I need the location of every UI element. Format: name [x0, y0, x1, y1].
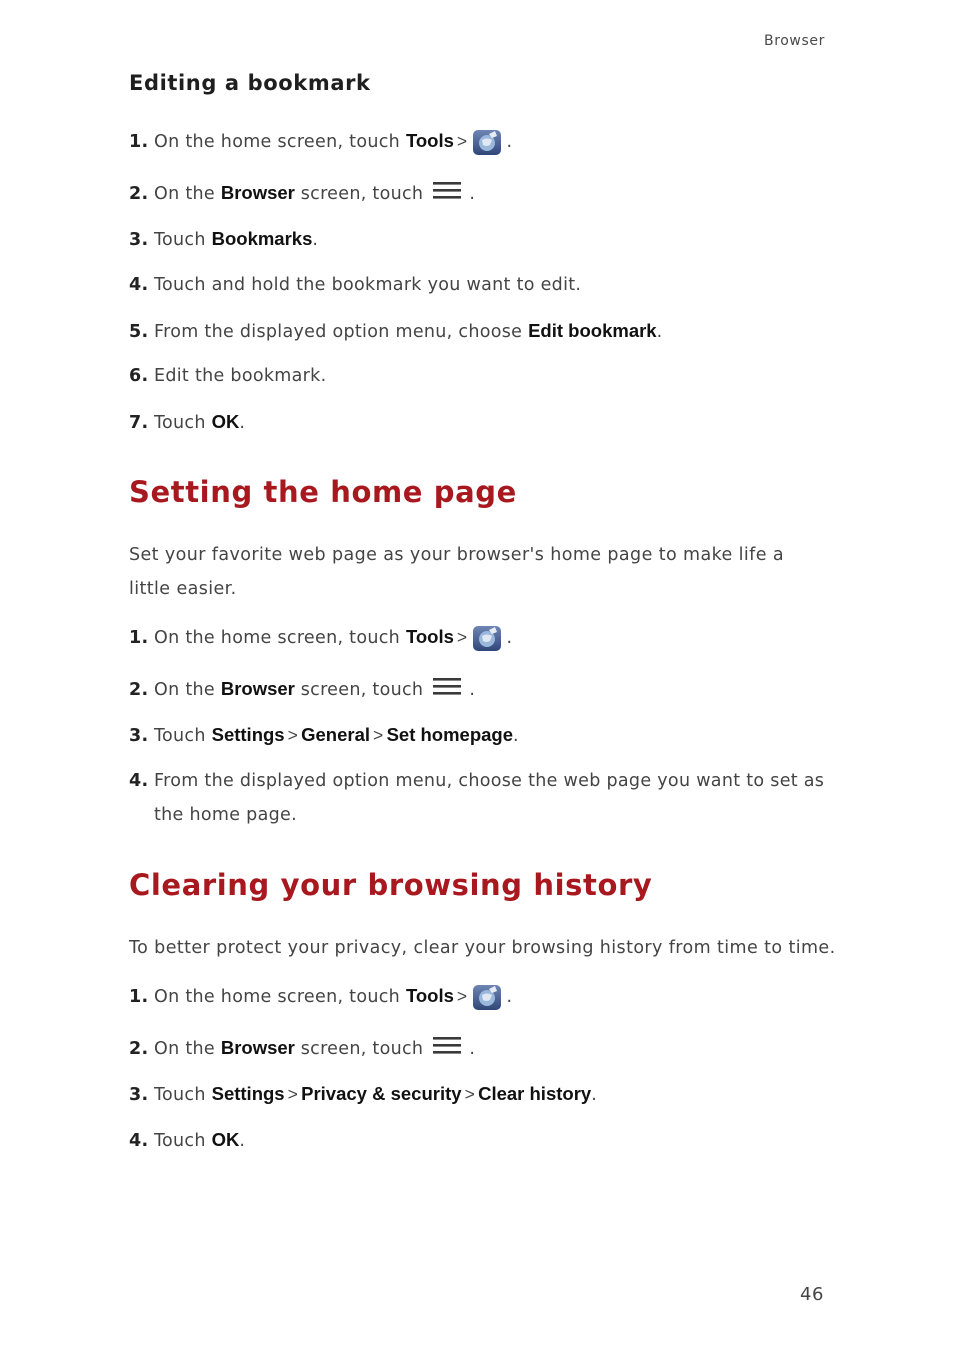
step-number: 2.: [129, 183, 149, 204]
browser-label: Browser: [220, 182, 295, 203]
menu-icon: [433, 1035, 461, 1055]
step-number: 3.: [129, 725, 149, 746]
step-number: 3.: [129, 1084, 149, 1105]
list-item: 1. On the home screen, touch Tools > .: [129, 124, 829, 159]
list-item: 2. On the Browser screen, touch .: [129, 672, 829, 707]
tools-app-icon: [472, 983, 502, 1011]
menu-icon: [433, 180, 461, 200]
page-header-chapter: Browser: [764, 33, 825, 49]
menu-icon: [433, 676, 461, 696]
intro-paragraph: Set your favorite web page as your browser's home page to make life a little easier.: [129, 545, 784, 599]
subheading-editing-bookmark: Editing a bookmark: [129, 71, 371, 95]
list-item: 3. Touch Settings > General > Set homepage.: [129, 718, 829, 753]
list-item: 4. Touch OK.: [129, 1123, 829, 1158]
tools-app-icon: [472, 624, 502, 652]
tools-app-icon: [472, 128, 502, 156]
intro-paragraph: To better protect your privacy, clear your browsing history from time to time.: [129, 938, 836, 958]
section-title-clearing-history: Clearing your browsing history: [129, 868, 653, 902]
list-item: 2. On the Browser screen, touch .: [129, 1031, 829, 1066]
step-number: 4.: [129, 771, 149, 791]
step-number: 7.: [129, 412, 149, 433]
step-number: 2.: [129, 679, 149, 700]
section-title-home-page: Setting the home page: [129, 475, 517, 509]
step-number: 4.: [129, 1130, 149, 1151]
list-item: 6. Edit the bookmark.: [129, 359, 829, 393]
step-number: 5.: [129, 321, 149, 342]
step-number: 2.: [129, 1038, 149, 1059]
step-number: 3.: [129, 229, 149, 250]
list-item: 3. Touch Settings > Privacy & security > Clear history.: [129, 1077, 829, 1112]
list-item: 1. On the home screen, touch Tools > .: [129, 620, 829, 655]
step-number: 1.: [129, 986, 149, 1007]
step-number: 6.: [129, 366, 149, 386]
list-item: 7. Touch OK.: [129, 405, 829, 440]
list-item: 5. From the displayed option menu, choose Edit bookmark.: [129, 314, 829, 349]
step-number: 4.: [129, 275, 149, 295]
tools-label: Tools: [405, 130, 454, 151]
step-number: 1.: [129, 131, 149, 152]
list-item: 2. On the Browser screen, touch .: [129, 176, 829, 211]
list-item: 4. From the displayed option menu, choose the web page you want to set as the home page.: [129, 764, 829, 832]
step-number: 1.: [129, 627, 149, 648]
list-item: 4. Touch and hold the bookmark you want to edit.: [129, 268, 829, 302]
list-item: 1. On the home screen, touch Tools > .: [129, 979, 829, 1014]
page-number: 46: [800, 1284, 824, 1305]
list-item: 3. Touch Bookmarks.: [129, 222, 829, 257]
